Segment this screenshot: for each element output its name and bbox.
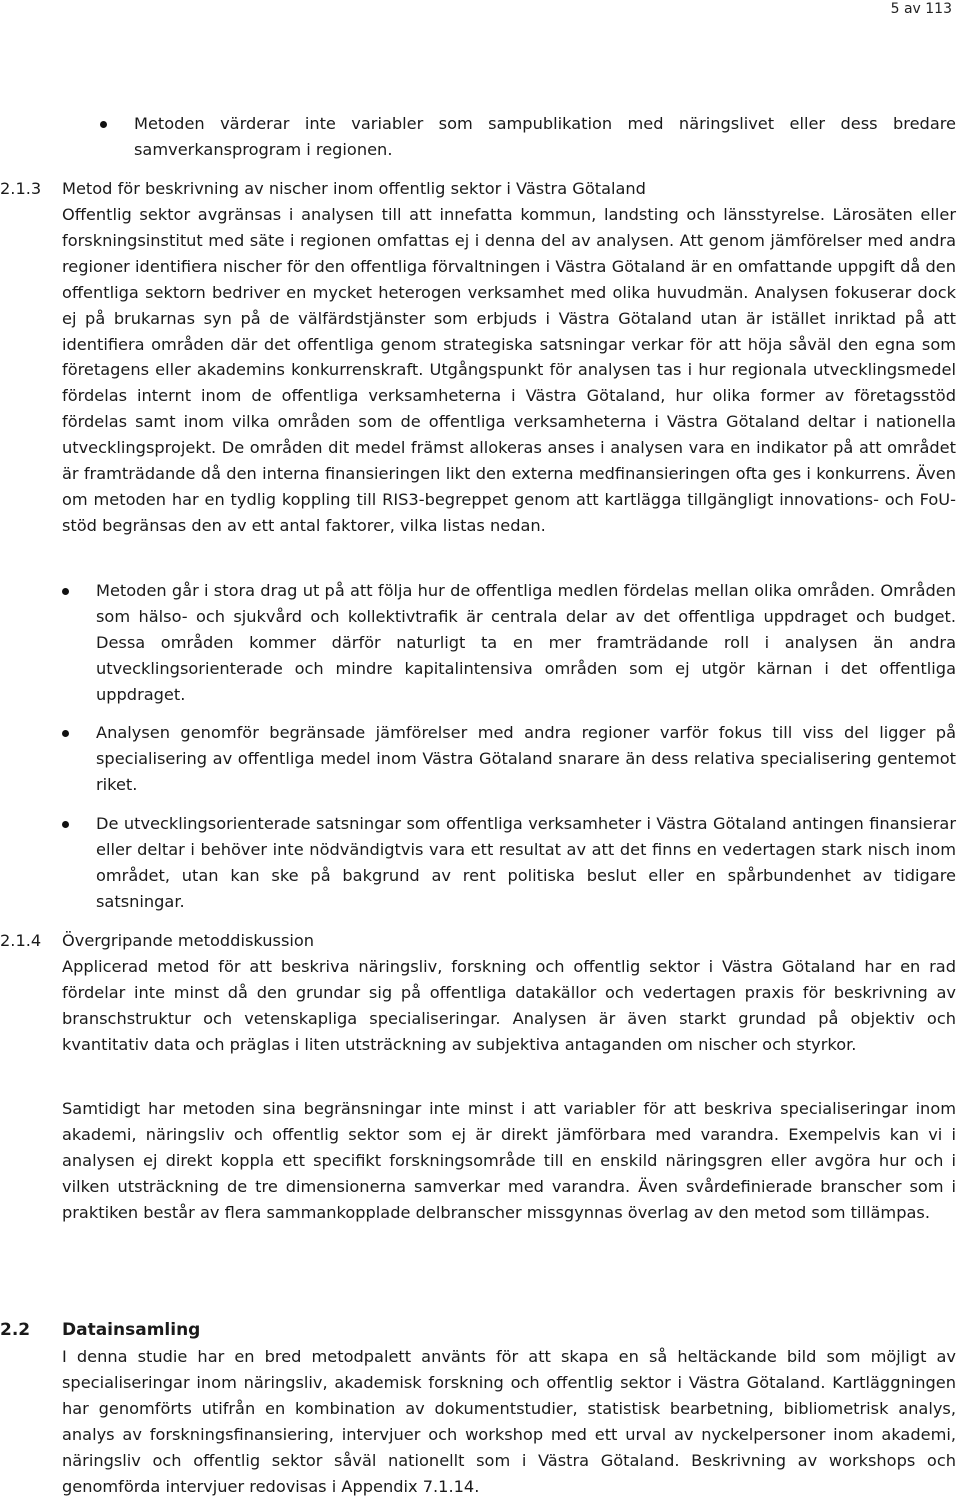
section-heading-214 [0, 928, 958, 954]
section-number: 2.1.4 [0, 931, 42, 950]
bullet-text: Metoden går i stora drag ut på att följa hur de offentliga medlen fördelas mellan olika områden. Områden som hälso- och sjukvård och kollektivtrafik är centrala delar av det offentliga uppdraget och budget. Dessa områden kommer därför naturligt ta en mer framträdande roll i analysen än andra utvecklingsorienterade och mindre kapitalintensiva områden som ej utgör kärnan i det offentliga uppdraget. [96, 581, 956, 704]
section-number: 2.2 [0, 1320, 31, 1340]
paragraph: Samtidigt har metoden sina begränsningar inte minst i att variabler för att beskriva specialiseringar inom akademi, näringsliv och offentlig sektor som ej är direkt jämförbara med varandra. Exempelvis kan vi i analysen ej direkt koppla ett specifikt forskningsområde till en enskild näringsgren eller avgöra hur och i vilken utsträckning de tre dimensionerna samverkar med varandra. Även svårdefinierade branscher som i praktiken består av flera sammankopplade delbranscher missgynnas överlag av den metod som tillämpas. [62, 1099, 956, 1222]
section-heading-213 [0, 176, 958, 202]
bullet-icon [62, 730, 69, 737]
paragraph: I denna studie har en bred metodpalett använts för att skapa en så heltäckande bild som möjligt av specialiseringar inom näringsliv, akademisk forskning och offentlig sektor i Västra Götaland. Kartläggningen har genomförts utifrån en kombination av dokumentstudier, statistisk bearbetning, bibliometrisk analys, analys av forskningsfinansiering, intervjuer och workshop med ett urval av nyckelpersoner inom akademi, näringsliv och offentlig sektor såväl nationellt som i Västra Götaland. Beskrivning av workshops och genomförda intervjuer redovisas i Appendix 7.1.14. [62, 1347, 956, 1496]
bullet-icon [62, 588, 69, 595]
bullet-text: Analysen genomför begränsade jämförelser med andra regioner varför fokus till viss del ligger på specialisering av offentliga medel inom Västra Götaland snarare än dess relativa specialisering gentemot riket. [96, 723, 956, 794]
bullet-icon [62, 821, 69, 828]
page-number: 5 av 113 [890, 1, 952, 17]
section-number: 2.1.3 [0, 179, 42, 198]
bullet-text: De utvecklingsorienterade satsningar som offentliga verksamheter i Västra Götaland antingen finansierar eller deltar i behöver inte nödvändigtvis vara ett resultat av att det finns en vedertagen stark nisch inom området, utan kan ske på bakgrund av rent politiska beslut eller en spårbundenhet av tidigare satsningar. [96, 814, 956, 911]
section-title: Övergripande metoddiskussion [62, 931, 315, 950]
section-heading-22 [0, 1317, 958, 1343]
paragraph: Offentlig sektor avgränsas i analysen till att innefatta kommun, landsting och länsstyrelse. Lärosäten eller forskningsinstitut med säte i regionen omfattas ej i denna del av analysen. Att genom jämförelser med andra regioner identifiera nischer för den offentliga förvaltningen i Västra Götaland är en omfattande uppgift då den offentliga sektorn bedriver en mycket heterogen verksamhet med olika huvudmän. Analysen fokuserar dock ej på brukarnas syn på de välfärdstjänster som erbjuds i Västra Götaland utan är istället inriktad på att identifiera områden där det offentliga genom strategiska satsningar verkar för att höja såväl den egna som företagens eller akademins konkurrenskraft. Utgångspunkt för analysen tas i hur regionala utvecklingsmedel fördelas internt inom de offentliga verksamheterna i Västra Götaland, hur olika former av företagsstöd fördelas samt inom vilka områden som de offentliga verksamheterna i Västra Götaland deltar i nationella utvecklingsprojekt. De områden dit medel främst allokeras anses i analysen vara en indikator på att området är framträdande då den interna finansieringen likt den externa medfinansieringen ofta ges i konkurrens. Även om metoden har en tydlig koppling till RIS3-begreppet genom att kartlägga tillgängligt innovations- och FoU-stöd begränsas den av ett antal faktorer, vilka listas nedan. [62, 205, 956, 535]
bullet-icon [100, 121, 107, 128]
section-title: Datainsamling [62, 1320, 201, 1340]
section-title: Metod för beskrivning av nischer inom offentlig sektor i Västra Götaland [62, 179, 646, 198]
bullet-text: Metoden värderar inte variabler som sampublikation med näringslivet eller dess bredare samverkansprogram i regionen. [134, 114, 956, 159]
paragraph: Applicerad metod för att beskriva näringsliv, forskning och offentlig sektor i Västra Götaland har en rad fördelar inte minst då den grundar sig på offentliga datakällor och vedertagen praxis för beskrivning av branschstruktur och vetenskapliga specialiseringar. Analysen är även starkt grundad på objektiv och kvantitativ data och präglas i liten utsträckning av subjektiva antaganden om nischer och styrkor. [62, 957, 956, 1054]
